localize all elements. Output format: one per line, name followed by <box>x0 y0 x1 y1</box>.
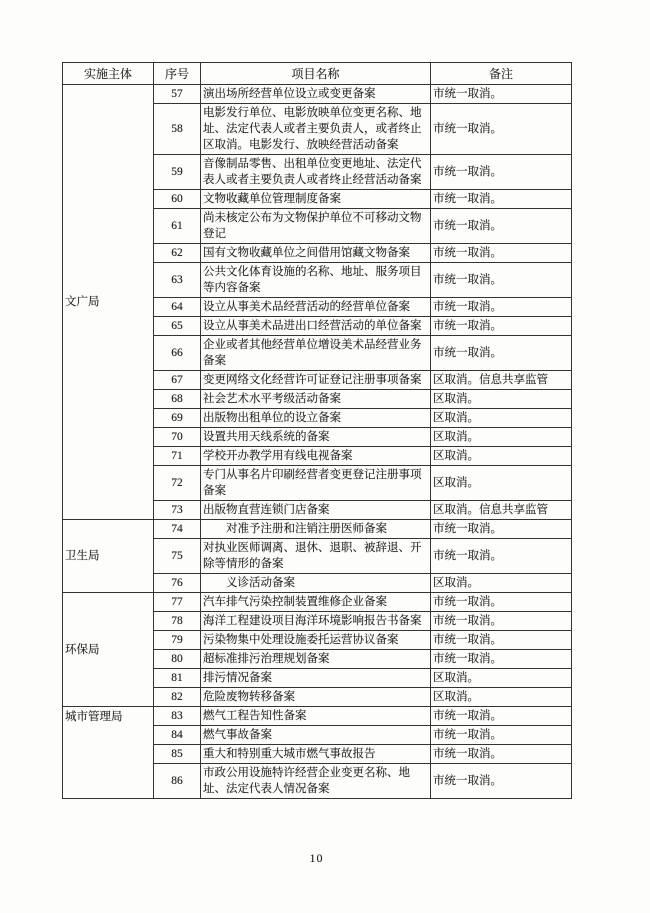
row-number-cell: 65 <box>154 317 201 336</box>
row-number-cell: 85 <box>154 745 201 764</box>
row-number-cell: 67 <box>154 371 201 390</box>
header-serial-number: 序号 <box>154 63 201 85</box>
project-name-cell: 专门从事名片印刷经营者变更登记注册事项备案 <box>201 466 431 501</box>
remark-cell: 市统一取消。 <box>431 612 572 631</box>
row-number-cell: 86 <box>154 764 201 799</box>
remark-cell: 区取消。 <box>431 574 572 593</box>
project-name-cell: 对执业医师调离、退休、退职、被辞退、开除等情形的备案 <box>201 539 431 574</box>
row-number-cell: 66 <box>154 336 201 371</box>
project-name-cell: 变更网络文化经营许可证登记注册事项备案 <box>201 371 431 390</box>
entity-cell: 环保局 <box>63 593 154 707</box>
remark-cell: 市统一取消。 <box>431 155 572 190</box>
remark-cell: 市统一取消。 <box>431 209 572 244</box>
remark-cell: 区取消。 <box>431 466 572 501</box>
row-number-cell: 72 <box>154 466 201 501</box>
project-name-cell: 设立从事美术品经营活动的经营单位备案 <box>201 298 431 317</box>
project-name-cell: 设立从事美术品进出口经营活动的单位备案 <box>201 317 431 336</box>
remark-cell: 区取消。 <box>431 390 572 409</box>
row-number-cell: 80 <box>154 650 201 669</box>
project-name-cell: 电影发行单位、电影放映单位变更名称、地址、法定代表人或者主要负责人，或者终止区取消。电影发行、放映经营活动备案 <box>201 104 431 155</box>
project-name-cell: 重大和特别重大城市燃气事故报告 <box>201 745 431 764</box>
row-number-cell: 68 <box>154 390 201 409</box>
row-number-cell: 76 <box>154 574 201 593</box>
remark-cell: 区取消。 <box>431 447 572 466</box>
remark-cell: 市统一取消。 <box>431 298 572 317</box>
row-number-cell: 78 <box>154 612 201 631</box>
project-name-cell: 设置共用天线系统的备案 <box>201 428 431 447</box>
remark-cell: 区取消。 <box>431 688 572 707</box>
remark-cell: 区取消。信息共享监管 <box>431 371 572 390</box>
remark-cell: 市统一取消。 <box>431 317 572 336</box>
remark-cell: 区取消。 <box>431 409 572 428</box>
project-name-cell: 污染物集中处理设施委托运营协议备案 <box>201 631 431 650</box>
project-name-cell: 市政公用设施特许经营企业变更名称、地址、法定代表人情况备案 <box>201 764 431 799</box>
project-name-cell: 燃气事故备案 <box>201 726 431 745</box>
remark-cell: 市统一取消。 <box>431 263 572 298</box>
filing-items-table <box>62 62 572 799</box>
remark-cell: 市统一取消。 <box>431 707 572 726</box>
remark-cell: 市统一取消。 <box>431 104 572 155</box>
remark-cell: 区取消。信息共享监管 <box>431 501 572 520</box>
table-row <box>63 707 572 726</box>
row-number-cell: 75 <box>154 539 201 574</box>
row-number-cell: 71 <box>154 447 201 466</box>
remark-cell: 市统一取消。 <box>431 85 572 104</box>
project-name-cell: 尚未核定公布为文物保护单位不可移动文物登记 <box>201 209 431 244</box>
table-body <box>63 85 572 799</box>
row-number-cell: 63 <box>154 263 201 298</box>
remark-cell: 区取消。 <box>431 428 572 447</box>
remark-cell: 市统一取消。 <box>431 726 572 745</box>
project-name-cell: 演出场所经营单位设立或变更备案 <box>201 85 431 104</box>
table-row <box>63 593 572 612</box>
project-name-cell: 音像制品零售、出租单位变更地址、法定代表人或者主要负责人或者终止经营活动备案 <box>201 155 431 190</box>
row-number-cell: 69 <box>154 409 201 428</box>
project-name-cell: 国有文物收藏单位之间借用馆藏文物备案 <box>201 244 431 263</box>
project-name-cell: 出版物出租单位的设立备案 <box>201 409 431 428</box>
remark-cell: 市统一取消。 <box>431 244 572 263</box>
entity-cell: 卫生局 <box>63 520 154 593</box>
remark-cell: 市统一取消。 <box>431 593 572 612</box>
project-name-cell: 公共文化体育设施的名称、地址、服务项目等内容备案 <box>201 263 431 298</box>
header-project-name: 项目名称 <box>201 63 431 85</box>
row-number-cell: 57 <box>154 85 201 104</box>
remark-cell: 市统一取消。 <box>431 745 572 764</box>
row-number-cell: 74 <box>154 520 201 539</box>
row-number-cell: 77 <box>154 593 201 612</box>
remark-cell: 市统一取消。 <box>431 520 572 539</box>
remark-cell: 市统一取消。 <box>431 764 572 799</box>
remark-cell: 市统一取消。 <box>431 631 572 650</box>
remark-cell: 市统一取消。 <box>431 539 572 574</box>
project-name-cell: 超标准排污治理规划备案 <box>201 650 431 669</box>
row-number-cell: 64 <box>154 298 201 317</box>
row-number-cell: 70 <box>154 428 201 447</box>
project-name-cell: 海洋工程建设项目海洋环境影响报告书备案 <box>201 612 431 631</box>
row-number-cell: 62 <box>154 244 201 263</box>
remark-cell: 区取消。 <box>431 669 572 688</box>
row-number-cell: 81 <box>154 669 201 688</box>
row-number-cell: 83 <box>154 707 201 726</box>
project-name-cell: 社会艺术水平考级活动备案 <box>201 390 431 409</box>
row-number-cell: 58 <box>154 104 201 155</box>
project-name-cell: 排污情况备案 <box>201 669 431 688</box>
table-header-row <box>63 63 572 85</box>
table-row <box>63 520 572 539</box>
entity-cell: 城市管理局 <box>63 707 154 799</box>
row-number-cell: 79 <box>154 631 201 650</box>
project-name-cell: 汽车排气污染控制装置维修企业备案 <box>201 593 431 612</box>
row-number-cell: 61 <box>154 209 201 244</box>
header-remark: 备注 <box>431 63 572 85</box>
project-name-cell: 危险废物转移备案 <box>201 688 431 707</box>
project-name-cell: 对准予注册和注销注册医师备案 <box>201 520 431 539</box>
row-number-cell: 59 <box>154 155 201 190</box>
entity-cell: 文广局 <box>63 85 154 520</box>
row-number-cell: 73 <box>154 501 201 520</box>
project-name-cell: 企业或者其他经营单位增设美术品经营业务备案 <box>201 336 431 371</box>
project-name-cell: 文物收藏单位管理制度备案 <box>201 190 431 209</box>
remark-cell: 市统一取消。 <box>431 190 572 209</box>
project-name-cell: 燃气工程告知性备案 <box>201 707 431 726</box>
remark-cell: 市统一取消。 <box>431 650 572 669</box>
table-row <box>63 85 572 104</box>
project-name-cell: 义诊活动备案 <box>201 574 431 593</box>
page-number: 10 <box>309 851 324 865</box>
project-name-cell: 出版物直营连锁门店备案 <box>201 501 431 520</box>
row-number-cell: 60 <box>154 190 201 209</box>
project-name-cell: 学校开办教学用有线电视备案 <box>201 447 431 466</box>
row-number-cell: 82 <box>154 688 201 707</box>
header-implementing-entity: 实施主体 <box>63 63 154 85</box>
row-number-cell: 84 <box>154 726 201 745</box>
remark-cell: 市统一取消。 <box>431 336 572 371</box>
